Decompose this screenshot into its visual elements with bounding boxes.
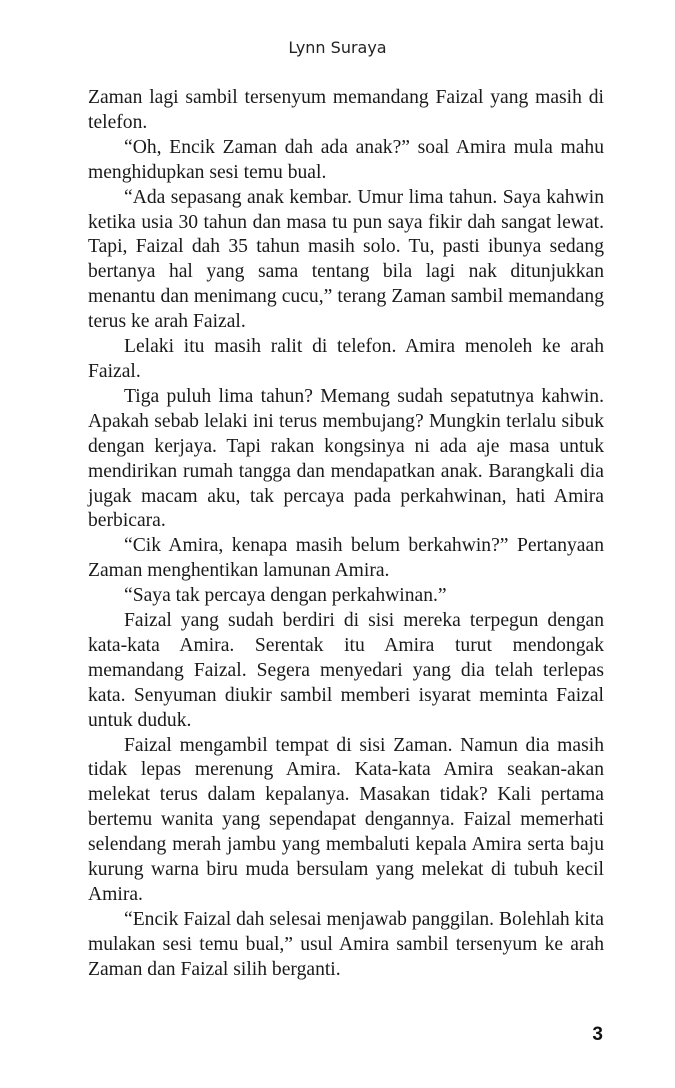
- paragraph: “Saya tak percaya dengan perkahwinan.”: [124, 585, 447, 607]
- paragraph: “Ada sepasang anak kembar. Umur lima tahun. Saya kahwin ketika usia 30 tahun dan masa tu pun saya fikir dah sangat lewat. Tapi, Faizal dah 35 tahun masih solo. Tu, pasti ibunya sedang bertanya hal yang sama tentang bila lagi nak ditunjukkan menantu dan menimang cucu,” terang Zaman sambil memandang terus ke arah Faizal.: [88, 186, 604, 333]
- paragraph: “Encik Faizal dah selesai menjawab panggilan. Bolehlah kita mulakan sesi temu bual,” usul Amira sambil tersenyum ke arah Zaman dan Faizal silih berganti.: [88, 908, 604, 980]
- running-header: Lynn Suraya: [288, 38, 387, 57]
- paragraph: Zaman lagi sambil tersenyum memandang Faizal yang masih di telefon.: [88, 87, 604, 133]
- paragraph: Lelaki itu masih ralit di telefon. Amira menoleh ke arah Faizal.: [88, 336, 604, 382]
- paragraph: “Oh, Encik Zaman dah ada anak?” soal Amira mula mahu menghidupkan sesi temu bual.: [88, 136, 604, 183]
- paragraph: Faizal mengambil tempat di sisi Zaman. Namun dia masih tidak lepas merenung Amira. Kata-kata Amira seakan-akan melekat terus dalam kepalanya. Masakan tidak? Kali pertama bertemu wanita yang sependapat dengannya. Faizal memerhati selendang merah jambu yang membaluti kepala Amira serta baju kurung warna biru muda bersulam yang melekat di tubuh kecil Amira.: [88, 734, 604, 905]
- paragraph: “Cik Amira, kenapa masih belum berkahwin?” Pertanyaan Zaman menghentikan lamunan Amira.: [88, 535, 604, 582]
- paragraph: Faizal yang sudah berdiri di sisi mereka terpegun dengan kata-kata Amira. Serentak itu Amira turut mendongak memandang Faizal. Segera menyedari yang dia telah terlepas kata. Senyuman diukir sambil memberi isyarat meminta Faizal untuk duduk.: [88, 610, 604, 731]
- page-number: 3: [592, 1024, 603, 1045]
- body-text: [88, 86, 604, 983]
- paragraph: Tiga puluh lima tahun? Memang sudah sepatutnya kahwin. Apakah sebab lelaki ini terus membujang? Mungkin terlalu sibuk dengan kerjaya. Tapi rakan kongsinya ni ada aje masa untuk mendirikan rumah tangga dan mendapatkan anak. Barangkali dia jugak macam aku, tak percaya pada perkahwinan, hati Amira berbicara.: [88, 385, 604, 532]
